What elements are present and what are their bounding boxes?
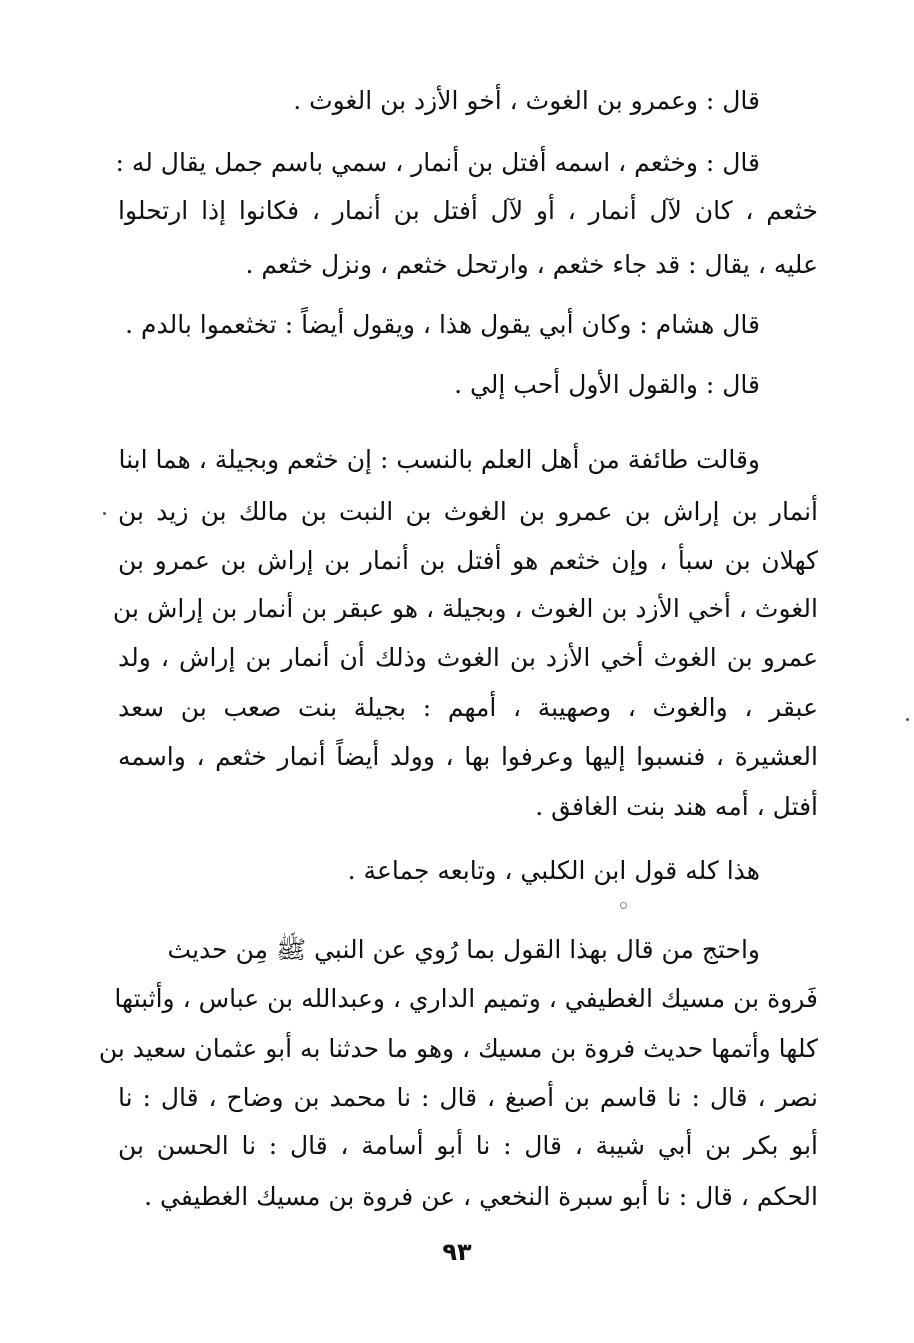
text-line-13: العشيرة ، فنسبوا إليها وعرفوا بها ، وولد أيضاً أنمار خثعم ، واسمه [118,742,818,771]
text-line-14: أفتل ، أمه هند بنت الغافق . [535,792,818,821]
scan-speck [103,512,106,515]
text-line-9: كهلان بن سبأ ، وإن خثعم هو أفتل بن أنمار بن إراش بن عمرو بن [118,546,818,575]
text-line-10: الغوث ، أخي الأزد بن الغوث ، وبجيلة ، هو عبقر بن أنمار بن إراش بن [112,594,818,623]
text-line-1: قال : وعمرو بن الغوث ، أخو الأزد بن الغوث . [293,86,760,115]
text-line-11: عمرو بن الغوث أخي الأزد بن الغوث وذلك أن أنمار بن إراش ، ولد [118,643,818,672]
text-line-15: هذا كله قول ابن الكلبي ، وتابعه جماعة . [347,856,760,885]
text-line-7: وقالت طائفة من أهل العلم بالنسب : إن خثعم وبجيلة ، هما ابنا [118,445,760,474]
text-line-8: أنمار بن إراش بن عمرو بن الغوث بن النبت بن مالك بن زيد بن [118,497,818,526]
scan-speck [906,718,909,721]
text-line-12: عبقر ، والغوث ، وصهيبة ، أمهم : بجيلة بنت صعب بن سعد [118,693,818,722]
page-number: ٩٣ [442,1238,472,1266]
text-line-5: قال هشام : وكان أبي يقول هذا ، ويقول أيضاً : تخثعموا بالدم . [125,310,760,339]
text-line-19: نصر ، قال : نا قاسم بن أصبغ ، قال : نا محمد بن وضاح ، قال : نا [118,1083,818,1112]
text-line-17: فَروة بن مسيك الغطيفي ، وتميم الداري ، وعبدالله بن عباس ، وأثبتها [114,984,818,1013]
text-line-3: خثعم ، كان لآل أنمار ، أو لآل أفتل بن أنمار ، فكانوا إذا ارتحلوا [118,196,818,225]
text-line-18: كلها وأتمها حديث فروة بن مسيك ، وهو ما حدثنا به أبو عثمان سعيد بن [98,1034,818,1063]
text-line-21: الحكم ، قال : نا أبو سبرة النخعي ، عن فروة بن مسيك الغطيفي . [144,1182,818,1211]
text-line-2: قال : وخثعم ، اسمه أفتل بن أنمار ، سمي باسم جمل يقال له : [115,148,760,177]
text-line-4: عليه ، يقال : قد جاء خثعم ، وارتحل خثعم ، ونزل خثعم . [245,250,818,279]
text-line-20: أبو بكر بن أبي شيبة ، قال : نا أبو أسامة ، قال : نا الحسن بن [118,1131,818,1160]
scan-speck [620,902,627,909]
text-line-16: واحتج من قال بهذا القول بما رُوي عن النبي ﷺ مِن حديث [167,935,760,964]
text-line-6: قال : والقول الأول أحب إلي . [454,370,760,399]
